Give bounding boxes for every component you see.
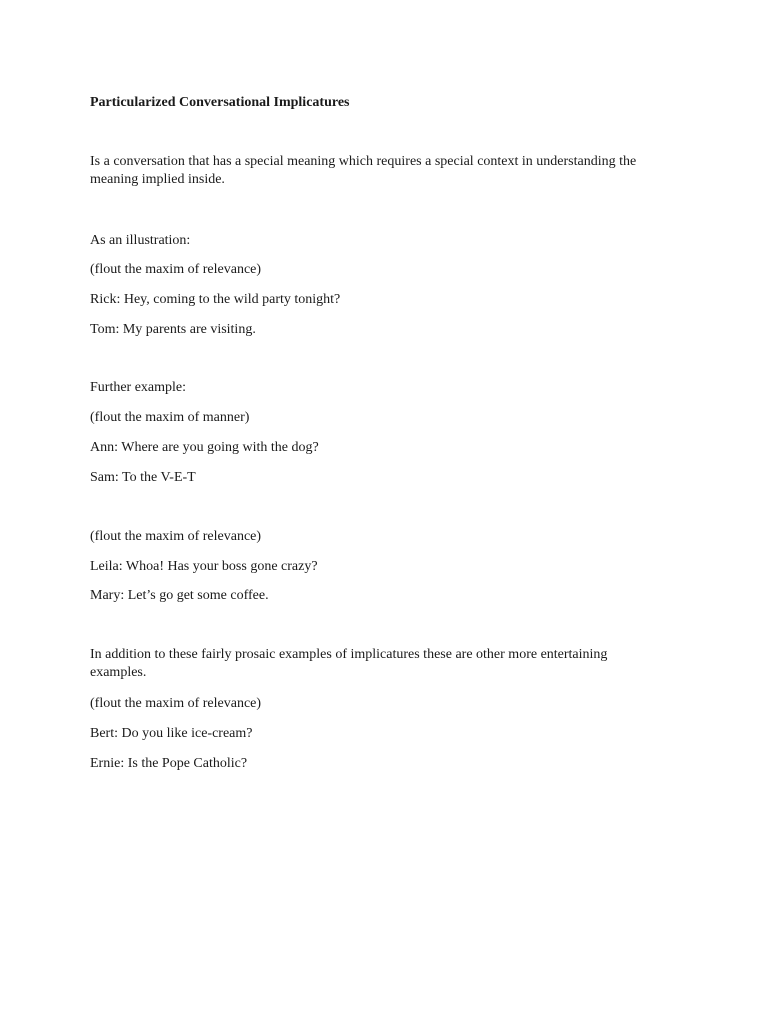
dialogue-line-leila: Leila: Whoa! Has your boss gone crazy? xyxy=(90,559,318,574)
dialogue-line-bert: Bert: Do you like ice-cream? xyxy=(90,726,253,741)
document-page xyxy=(90,0,670,1024)
dialogue-line-mary: Mary: Let’s go get some coffee. xyxy=(90,588,269,603)
dialogue-line-sam: Sam: To the V-E-T xyxy=(90,470,196,485)
dialogue-line-rick: Rick: Hey, coming to the wild party tonight? xyxy=(90,292,341,307)
section1-heading: As an illustration: xyxy=(90,233,191,248)
section1-note: (flout the maxim of relevance) xyxy=(90,262,262,277)
dialogue-line-tom: Tom: My parents are visiting. xyxy=(90,322,256,337)
section3-note: (flout the maxim of relevance) xyxy=(90,529,262,544)
section4-note: (flout the maxim of relevance) xyxy=(90,696,262,711)
dialogue-line-ernie: Ernie: Is the Pope Catholic? xyxy=(90,756,248,771)
document-title: Particularized Conversational Implicatures xyxy=(90,95,350,110)
section2-note: (flout the maxim of manner) xyxy=(90,410,250,425)
section4-paragraph: In addition to these fairly prosaic examples of implicatures these are other more entertaining examples. xyxy=(90,647,608,680)
section2-heading: Further example: xyxy=(90,380,187,395)
dialogue-line-ann: Ann: Where are you going with the dog? xyxy=(90,440,319,455)
intro-paragraph: Is a conversation that has a special meaning which requires a special context in understanding the meaning implied inside. xyxy=(90,154,637,187)
